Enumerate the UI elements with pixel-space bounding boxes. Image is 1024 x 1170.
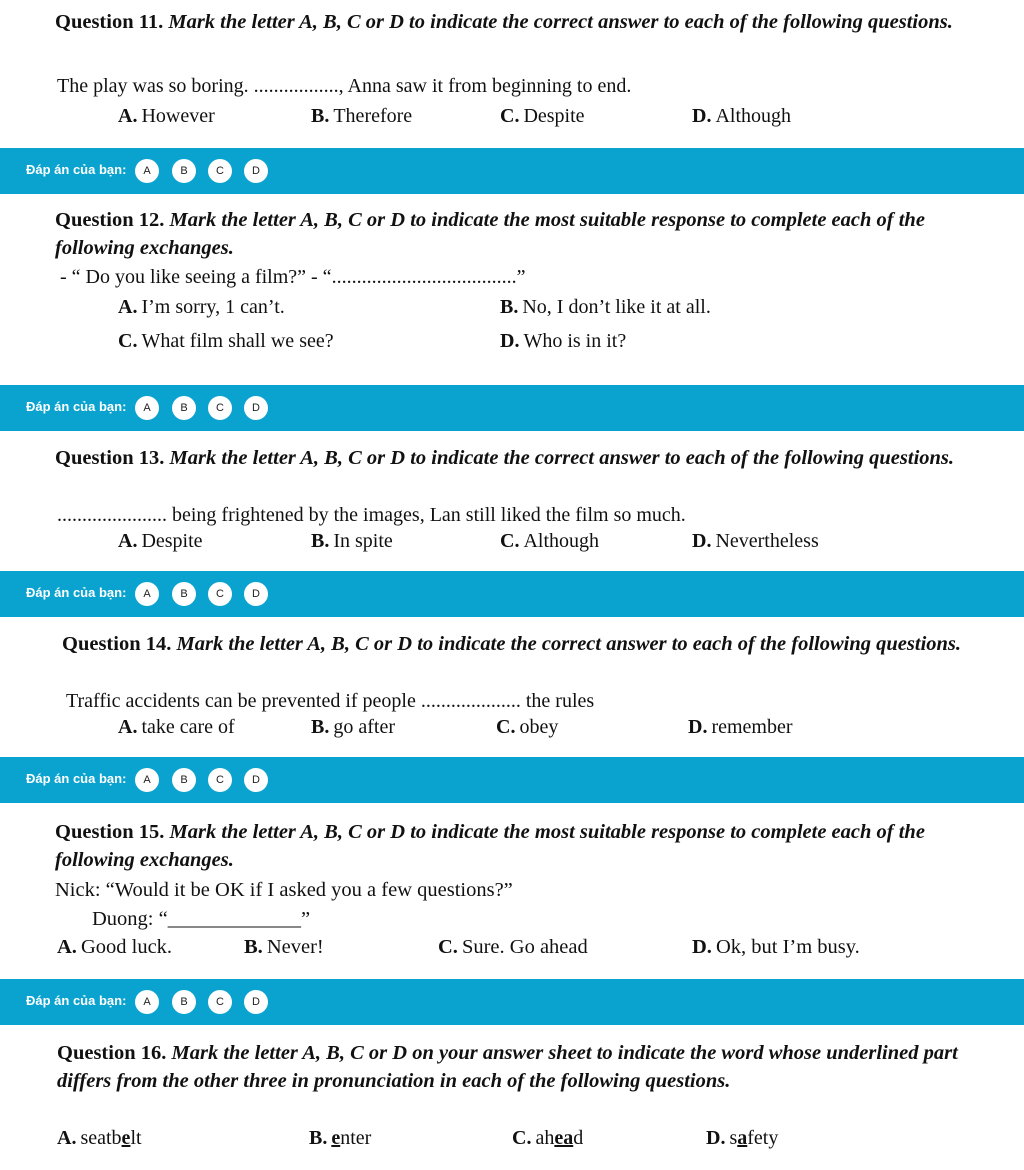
question-instruction: Mark the letter A, B, C or D to indicate the most suitable response to complete each of the following exchanges. [55, 209, 925, 259]
answer-bubble-d[interactable]: D [244, 768, 268, 792]
question-number: Question 15. [55, 821, 165, 843]
option-a: A. However [118, 105, 215, 127]
option-a: A. Despite [118, 530, 203, 552]
option-a: A. Good luck. [57, 936, 173, 958]
question-15-text-1: Nick: “Would it be OK if I asked you a few questions?” [55, 879, 513, 901]
answer-bubble-d[interactable]: D [244, 396, 268, 420]
question-14-card [0, 617, 1024, 757]
option-a: A. seatbelt [57, 1127, 142, 1149]
question-12-text: - “ Do you like seeing a film?” - “.....................................” [60, 266, 526, 288]
underlined-part: e [331, 1127, 341, 1149]
option-b: B. go after [311, 716, 395, 738]
option-a: A. take care of [118, 716, 235, 738]
answer-bubble-c[interactable]: C [208, 582, 232, 606]
answer-bubble-a[interactable]: A [135, 582, 159, 606]
option-d: D. Ok, but I’m busy. [692, 936, 860, 958]
answer-bar-15 [0, 979, 1024, 1025]
question-12-title [55, 206, 970, 262]
answer-bubble-d[interactable]: D [244, 159, 268, 183]
answer-bubble-b[interactable]: B [172, 159, 196, 183]
answer-bubble-c[interactable]: C [208, 396, 232, 420]
option-b: B. Never! [244, 936, 324, 958]
option-c: C. What film shall we see? [118, 330, 334, 352]
question-instruction: Mark the letter A, B, C or D to indicate the correct answer to each of the following questions. [176, 633, 962, 655]
question-number: Question 16. [57, 1042, 167, 1064]
question-11-card [0, 0, 1024, 148]
option-b: B. In spite [311, 530, 393, 552]
option-d: D. Who is in it? [500, 330, 627, 352]
option-c: C. Sure. Go ahead [438, 936, 588, 958]
question-number: Question 13. [55, 447, 165, 469]
answer-bar-14 [0, 757, 1024, 803]
underlined-part: ea [554, 1127, 574, 1149]
question-16-title [57, 1039, 967, 1095]
answer-bubble-c[interactable]: C [208, 990, 232, 1014]
question-13-title [55, 444, 970, 472]
answer-label: Đáp án của bạn: [26, 993, 127, 1008]
answer-bubble-b[interactable]: B [172, 768, 196, 792]
answer-bubble-a[interactable]: A [135, 990, 159, 1014]
answer-bubble-c[interactable]: C [208, 768, 232, 792]
answer-bubble-d[interactable]: D [244, 990, 268, 1014]
option-c: C. Despite [500, 105, 585, 127]
question-number: Question 11. [55, 11, 164, 33]
question-instruction: Mark the letter A, B, C or D to indicate the most suitable response to complete each of the following exchanges. [55, 821, 925, 871]
option-c: C. obey [496, 716, 559, 738]
question-instruction: Mark the letter A, B, C or D to indicate the correct answer to each of the following questions. [169, 447, 955, 469]
question-13-text: ...................... being frightened by the images, Lan still liked the film so much. [57, 504, 686, 526]
question-15-text-2: Duong: “_____________” [92, 908, 311, 930]
answer-bubble-b[interactable]: B [172, 396, 196, 420]
question-11-title [55, 8, 970, 36]
option-c: C. ahead [512, 1127, 584, 1149]
underlined-part: a [737, 1127, 748, 1149]
question-instruction: Mark the letter A, B, C or D to indicate the correct answer to each of the following questions. [168, 11, 953, 33]
answer-bubble-a[interactable]: A [135, 768, 159, 792]
answer-bubble-c[interactable]: C [208, 159, 232, 183]
answer-label: Đáp án của bạn: [26, 771, 127, 786]
question-14-text: Traffic accidents can be prevented if people .................... the rules [66, 690, 595, 712]
underlined-part: e [121, 1127, 131, 1149]
option-b: B. Therefore [311, 105, 413, 127]
answer-bubble-d[interactable]: D [244, 582, 268, 606]
answer-label: Đáp án của bạn: [26, 585, 127, 600]
option-d: D. remember [688, 716, 793, 738]
question-15-card [0, 803, 1024, 979]
question-number: Question 12. [55, 209, 165, 231]
answer-label: Đáp án của bạn: [26, 399, 127, 414]
answer-bubble-b[interactable]: B [172, 990, 196, 1014]
question-15-title [55, 818, 970, 874]
answer-label: Đáp án của bạn: [26, 162, 127, 177]
answer-bubble-a[interactable]: A [135, 159, 159, 183]
answer-bar-11 [0, 148, 1024, 194]
question-11-text: The play was so boring. ................., Anna saw it from beginning to end. [57, 75, 632, 97]
question-13-card [0, 431, 1024, 571]
answer-bubble-b[interactable]: B [172, 582, 196, 606]
question-number: Question 14. [62, 633, 172, 655]
question-16-card [0, 1025, 1024, 1170]
question-14-title [62, 630, 967, 658]
option-d: D. safety [706, 1127, 779, 1149]
option-a: A. I’m sorry, 1 can’t. [118, 296, 285, 318]
answer-bubble-a[interactable]: A [135, 396, 159, 420]
question-12-card [0, 194, 1024, 385]
option-b: B. No, I don’t like it at all. [500, 296, 711, 318]
question-instruction: Mark the letter A, B, C or D on your answer sheet to indicate the word whose underlined part differs from the other three in pronunciation in each of the following questions. [57, 1042, 958, 1092]
answer-bar-13 [0, 571, 1024, 617]
option-b: B. enter [309, 1127, 372, 1149]
option-d: D. Although [692, 105, 792, 127]
answer-bar-12 [0, 385, 1024, 431]
option-d: D. Nevertheless [692, 530, 819, 552]
option-c: C. Although [500, 530, 600, 552]
